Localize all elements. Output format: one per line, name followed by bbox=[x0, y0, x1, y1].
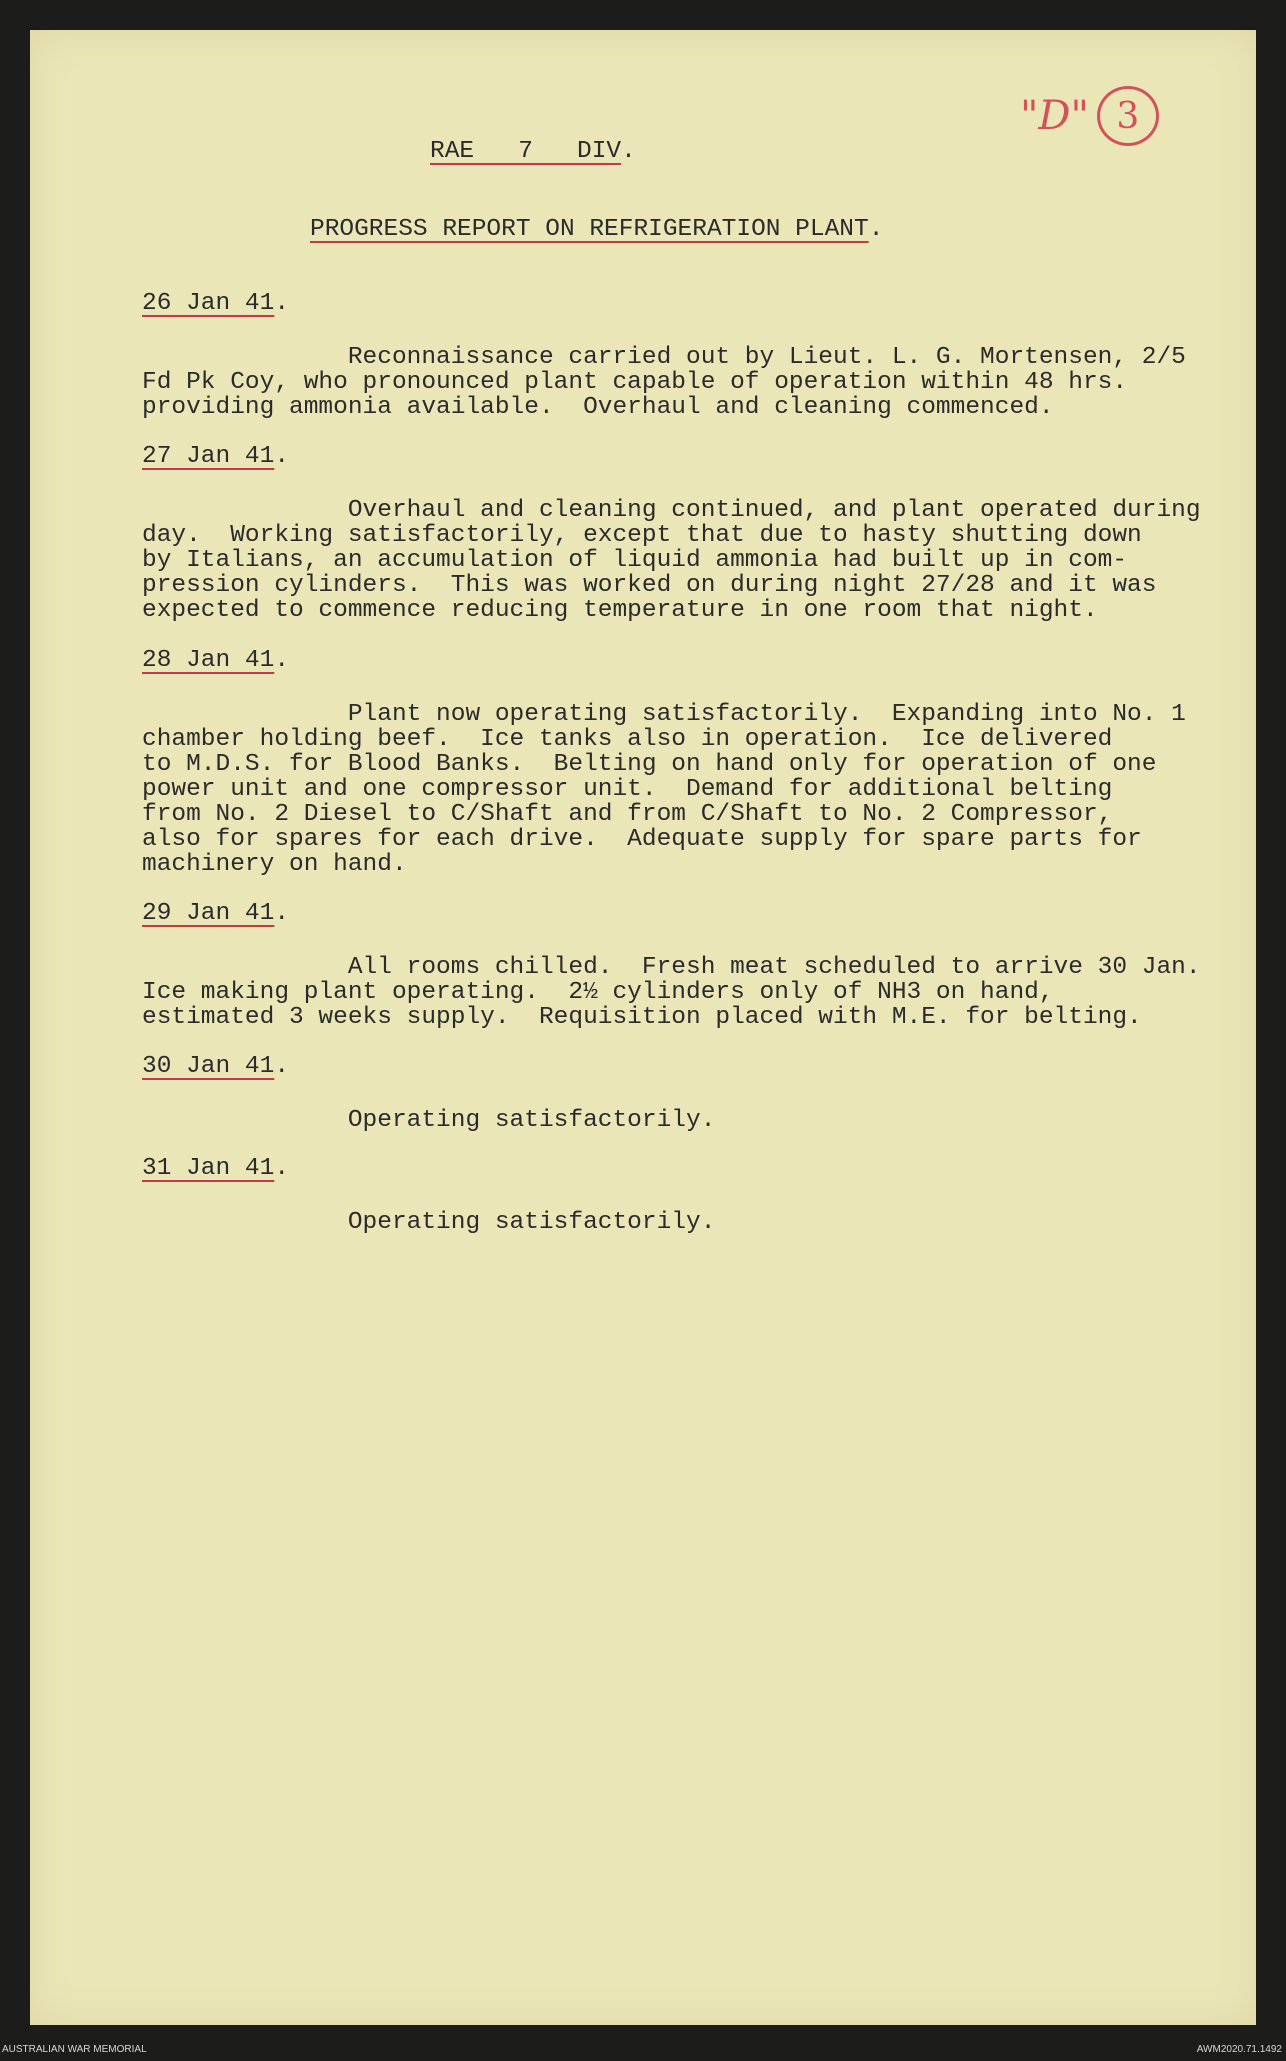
entry-line: pression cylinders. This was worked on during night 27/28 and it was bbox=[142, 572, 1157, 599]
entry-line: day. Working satisfactorily, except that due to hasty shutting down bbox=[142, 522, 1142, 549]
entry-line: Reconnaissance carried out by Lieut. L. G. Mortensen, 2/5 bbox=[142, 344, 1186, 371]
entry-line: also for spares for each drive. Adequate supply for spare parts for bbox=[142, 826, 1142, 853]
entry-date: 28 Jan 41. bbox=[142, 647, 290, 674]
entry-date: 31 Jan 41. bbox=[142, 1155, 290, 1182]
entry-line: estimated 3 weeks supply. Requisition placed with M.E. for belting. bbox=[142, 1004, 1142, 1031]
archive-footer bbox=[0, 2041, 1286, 2061]
entry-line: from No. 2 Diesel to C/Shaft and from C/Shaft to No. 2 Compressor, bbox=[142, 801, 1113, 828]
entry-line: Fd Pk Coy, who pronounced plant capable of operation within 48 hrs. bbox=[142, 369, 1128, 396]
entry-line: Operating satisfactorily. bbox=[142, 1107, 716, 1134]
entry-date: 29 Jan 41. bbox=[142, 900, 290, 927]
stamp-number: 3 bbox=[1097, 86, 1159, 146]
entry-line: providing ammonia available. Overhaul and cleaning commenced. bbox=[142, 394, 1054, 421]
entry-date: 27 Jan 41. bbox=[142, 443, 290, 470]
entry-line: Operating satisfactorily. bbox=[142, 1209, 716, 1236]
document-page bbox=[30, 30, 1256, 2025]
footer-institution: AUSTRALIAN WAR MEMORIAL bbox=[2, 2044, 147, 2055]
entry-date: 30 Jan 41. bbox=[142, 1053, 290, 1080]
entry-line: Ice making plant operating. 2½ cylinders only of NH3 on hand, bbox=[142, 979, 1054, 1006]
archive-stamp bbox=[1020, 86, 1159, 146]
footer-accession: AWM2020.71.1492 bbox=[1196, 2044, 1282, 2055]
unit-heading: RAE 7 DIV. bbox=[430, 138, 636, 165]
entry-line: All rooms chilled. Fresh meat scheduled to arrive 30 Jan. bbox=[142, 954, 1201, 981]
entry-line: to M.D.S. for Blood Banks. Belting on hand only for operation of one bbox=[142, 751, 1157, 778]
entry-line: machinery on hand. bbox=[142, 851, 407, 878]
entry-line: chamber holding beef. Ice tanks also in operation. Ice delivered bbox=[142, 726, 1113, 753]
stamp-letter: "D" bbox=[1020, 93, 1089, 139]
entry-line: expected to commence reducing temperature in one room that night. bbox=[142, 597, 1098, 624]
entry-line: power unit and one compressor unit. Demand for additional belting bbox=[142, 776, 1113, 803]
entry-line: by Italians, an accumulation of liquid ammonia had built up in com- bbox=[142, 547, 1128, 574]
entry-date: 26 Jan 41. bbox=[142, 290, 290, 317]
report-title: PROGRESS REPORT ON REFRIGERATION PLANT. bbox=[310, 216, 884, 243]
entry-line: Plant now operating satisfactorily. Expanding into No. 1 bbox=[142, 701, 1186, 728]
entry-line: Overhaul and cleaning continued, and plant operated during bbox=[142, 497, 1201, 524]
